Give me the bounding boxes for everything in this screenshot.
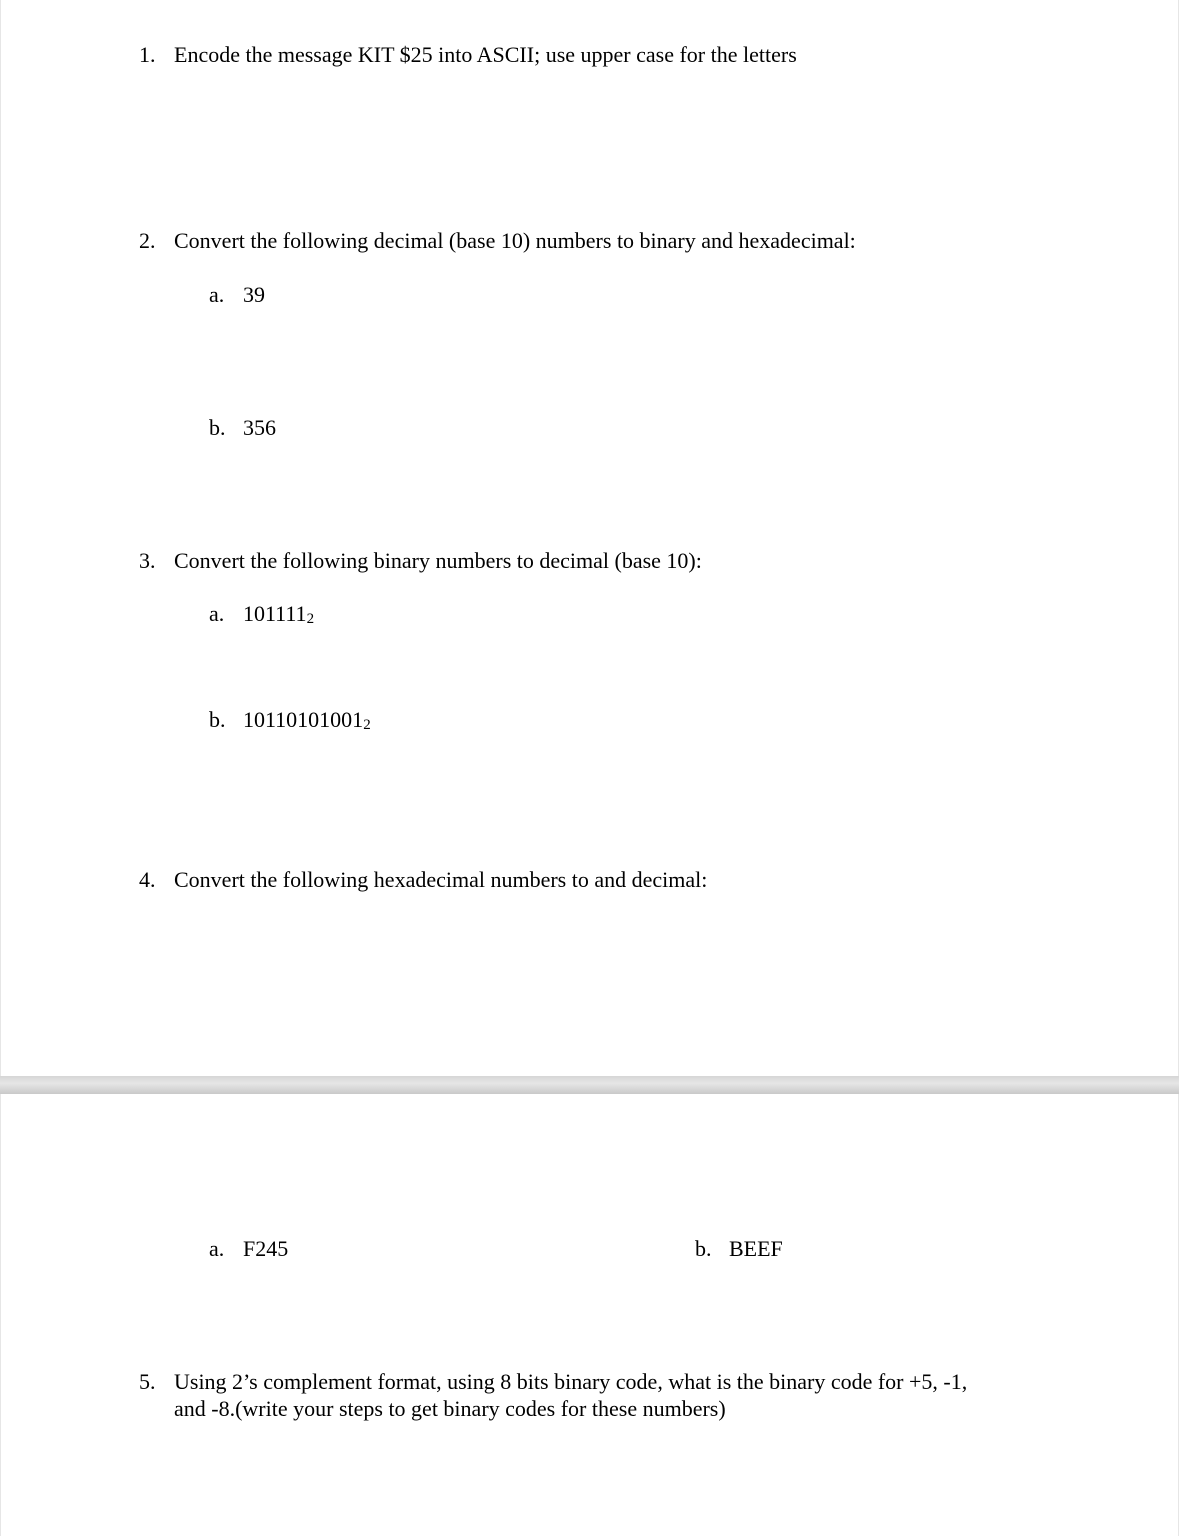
binary-digits: 101111 [243, 601, 307, 626]
part-value: 39 [243, 282, 265, 307]
part-label: b. [209, 415, 226, 440]
part-label: a. [209, 282, 225, 307]
part-value: F245 [243, 1236, 289, 1261]
question-text: Convert the following decimal (base 10) numbers to binary and hexadecimal: [174, 228, 856, 253]
worksheet-page-2 [0, 1094, 1179, 1536]
question-number: 3. [139, 548, 156, 573]
question-text: Encode the message KIT $25 into ASCII; use upper case for the letters [174, 42, 797, 67]
base-subscript: 2 [363, 717, 371, 733]
question-number: 2. [139, 228, 156, 253]
question-text-line-2: and -8.(write your steps to get binary codes for these numbers) [174, 1396, 726, 1421]
question-number: 1. [139, 42, 156, 67]
part-value [243, 600, 314, 627]
question-number: 4. [139, 867, 156, 892]
question-number: 5. [139, 1369, 156, 1394]
part-label: b. [209, 707, 226, 732]
question-text: Convert the following hexadecimal numbers to and decimal: [174, 867, 708, 892]
part-value: BEEF [729, 1236, 783, 1261]
part-label: b. [695, 1236, 712, 1261]
part-label: a. [209, 1236, 225, 1261]
question-text: Convert the following binary numbers to decimal (base 10): [174, 548, 702, 573]
binary-digits: 10110101001 [243, 707, 364, 732]
base-subscript: 2 [306, 611, 315, 627]
part-value: 356 [243, 415, 276, 440]
part-label: a. [209, 601, 225, 626]
question-text-line-1: Using 2’s complement format, using 8 bits binary code, what is the binary code for +5, -1, [174, 1369, 968, 1394]
page-break [0, 1076, 1179, 1094]
part-value [243, 706, 371, 733]
